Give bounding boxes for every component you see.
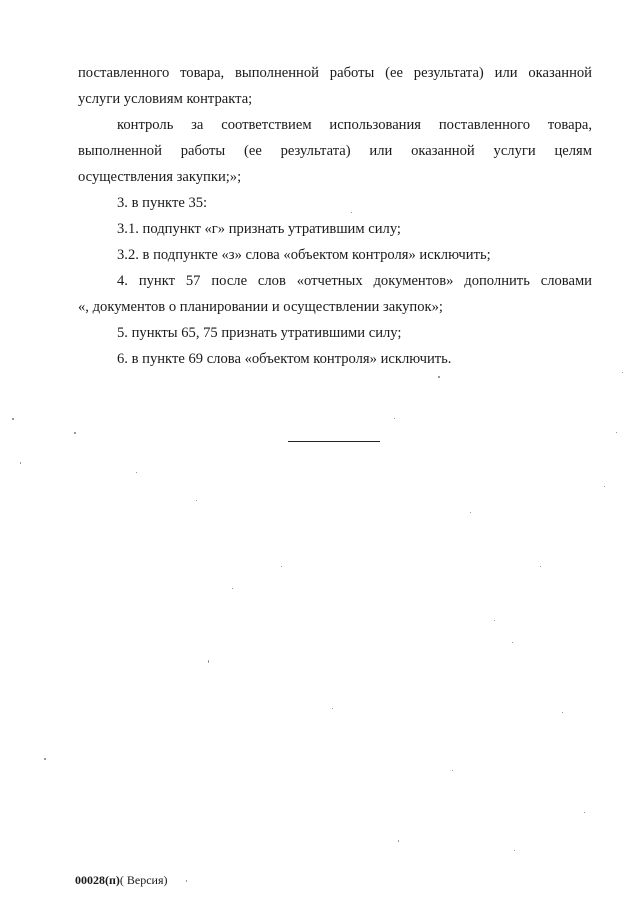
paragraph-1-line-2: услуги условиям контракта;: [78, 91, 253, 107]
end-divider-line: [288, 441, 380, 442]
paragraph-1: [78, 60, 592, 86]
document-body: [78, 60, 592, 372]
paragraph-7-line-1: 5. пункты 65, 75 признать утратившими силу;: [117, 325, 402, 341]
footer-version: ( Версия): [119, 873, 168, 887]
paragraph-3: [78, 190, 592, 216]
paragraph-4: [78, 216, 592, 242]
paragraph-5-line-1: 3.2. в подпункте «з» слова «объектом контроля» исключить;: [117, 247, 491, 263]
paragraph-6-line-2: «, документов о планировании и осуществлении закупок»;: [78, 299, 443, 315]
paragraph-2: [78, 112, 592, 138]
paragraph-3-line-1: 3. в пункте 35:: [117, 195, 208, 211]
paragraph-2-line-3: осуществления закупки;»;: [78, 169, 242, 185]
paragraph-7: [78, 320, 592, 346]
paragraph-6-line-1: 4. пункт 57 после слов «отчетных документов» дополнить словами: [117, 273, 592, 289]
paragraph-2-line-1: контроль за соответствием использования поставленного товара,: [117, 117, 592, 133]
paragraph-4-line-1: 3.1. подпункт «г» признать утратившим силу;: [117, 221, 401, 237]
paragraph-2-cont-1: [78, 138, 592, 164]
paragraph-2-line-2: выполненной работы (ее результата) или оказанной услуги целям: [78, 143, 592, 159]
paragraph-6-cont: [78, 294, 592, 320]
paragraph-8: [78, 346, 592, 372]
paragraph-6: [78, 268, 592, 294]
paragraph-8-line-1: 6. в пункте 69 слова «объектом контроля» исключить.: [117, 351, 452, 367]
paragraph-1-line-1: поставленного товара, выполненной работы (ее результата) или оказанной: [78, 65, 592, 81]
page-footer: [75, 873, 168, 887]
footer-document-code: 00028(п): [75, 873, 120, 887]
paragraph-5: [78, 242, 592, 268]
paragraph-2-cont-2: [78, 164, 592, 190]
paragraph-1-cont: [78, 86, 592, 112]
